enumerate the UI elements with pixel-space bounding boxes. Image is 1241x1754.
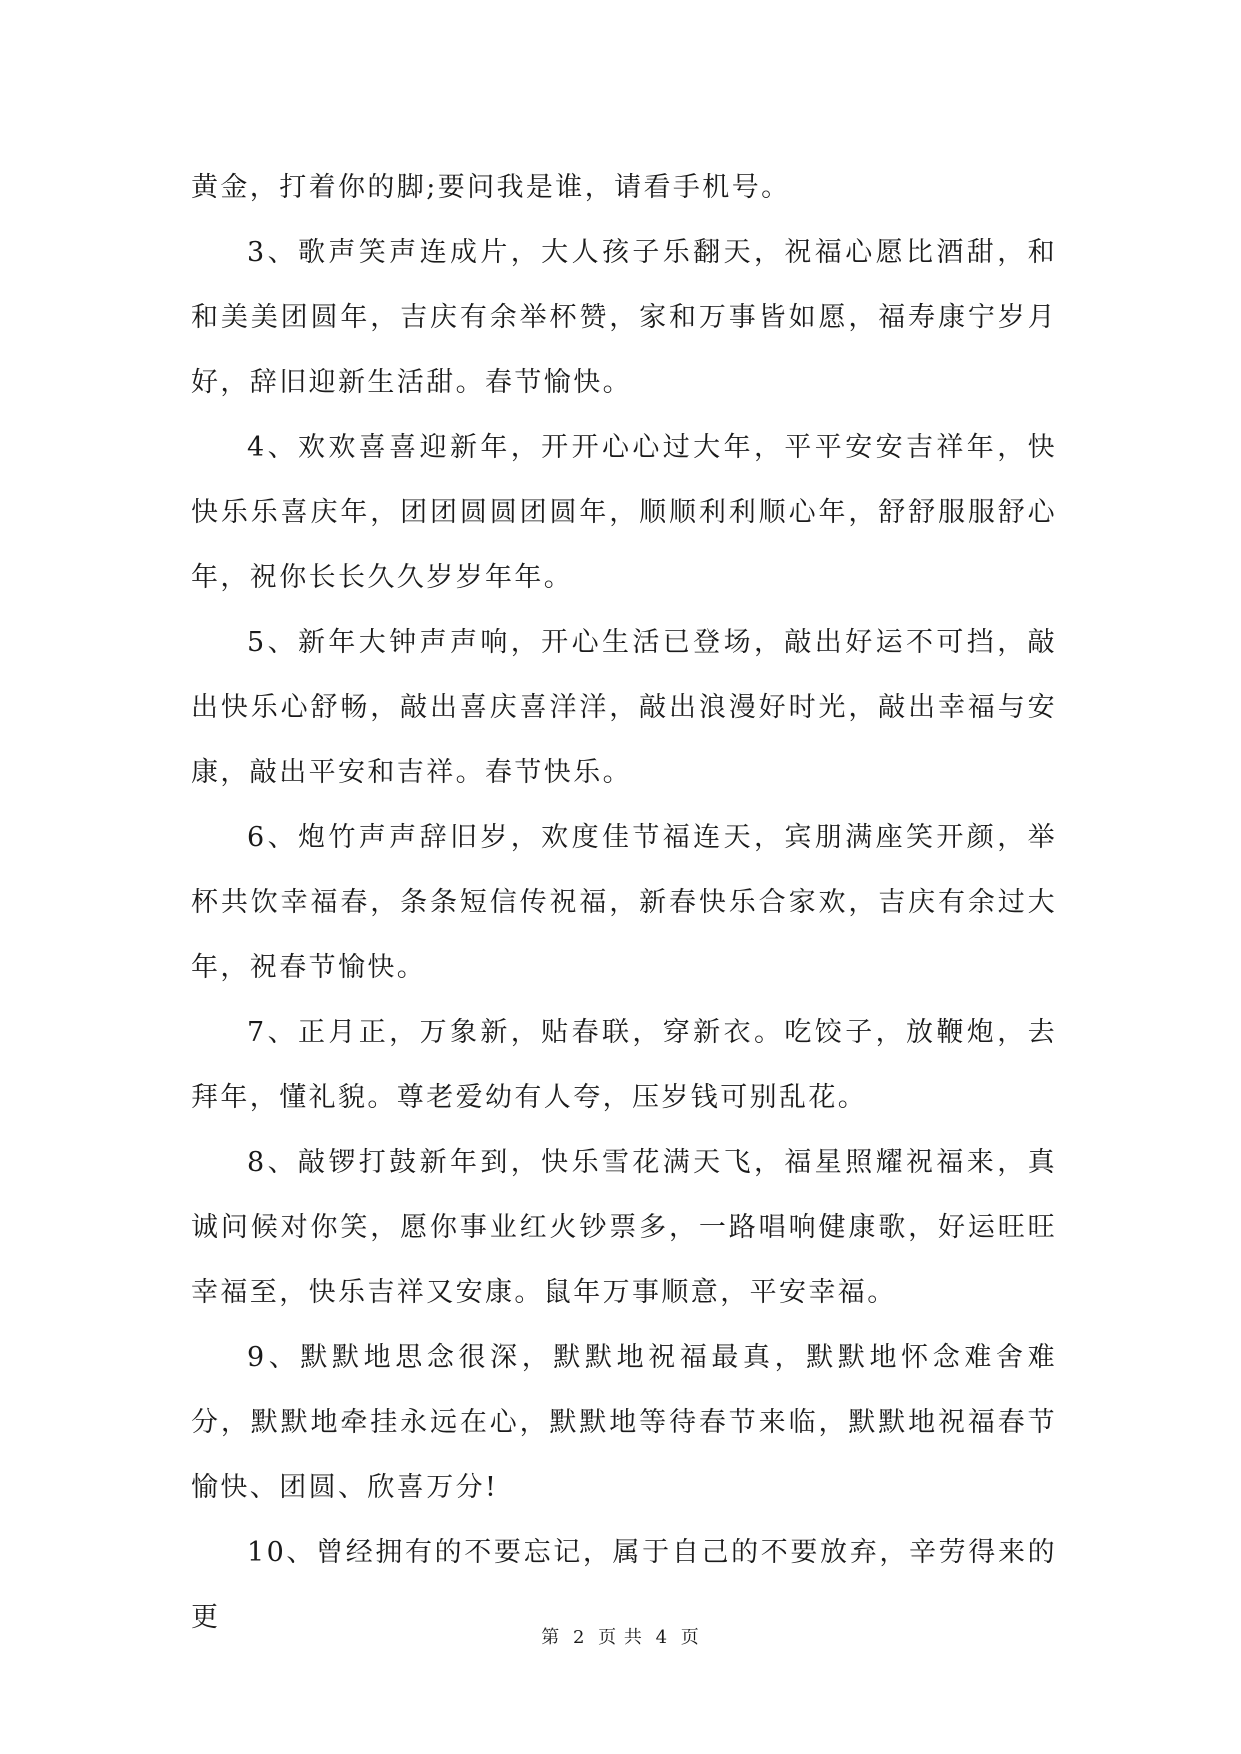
current-page-number: 2 <box>572 1627 586 1648</box>
paragraph-item-8: 8、敲锣打鼓新年到，快乐雪花满天飞，福星照耀祝福来，真诚问候对你笑，愿你事业红火钞票多，一路唱响健康歌，好运旺旺幸福至，快乐吉祥又安康。鼠年万事顺意，平安幸福。 <box>191 1147 1057 1308</box>
paragraph-item-4: 4、欢欢喜喜迎新年，开开心心过大年，平平安安吉祥年，快快乐乐喜庆年，团团圆圆团圆年，顺顺利利顺心年，舒舒服服舒心年，祝你长长久久岁岁年年。 <box>191 432 1057 593</box>
paragraph-continuation: 黄金，打着你的脚;要问我是谁，请看手机号。 <box>191 172 791 203</box>
total-page-count: 4 <box>655 1627 669 1648</box>
footer-suffix: 页 <box>680 1627 700 1648</box>
paragraph-item-5: 5、新年大钟声声响，开心生活已登场，敲出好运不可挡，敲出快乐心舒畅，敲出喜庆喜洋洋，敲出浪漫好时光，敲出幸福与安康，敲出平安和吉祥。春节快乐。 <box>191 627 1057 788</box>
document-body <box>191 155 1057 1650</box>
paragraph-item-6: 6、炮竹声声辞旧岁，欢度佳节福连天，宾朋满座笑开颜，举杯共饮幸福春，条条短信传祝福，新春快乐合家欢，吉庆有余过大年，祝春节愉快。 <box>191 822 1057 983</box>
paragraph-item-7: 7、正月正，万象新，贴春联，穿新衣。吃饺子，放鞭炮，去拜年，懂礼貌。尊老爱幼有人夸，压岁钱可别乱花。 <box>191 1017 1057 1113</box>
paragraph-item-10: 10、曾经拥有的不要忘记，属于自己的不要放弃，辛劳得来的更 <box>191 1537 1057 1633</box>
paragraph-item-9: 9、默默地思念很深，默默地祝福最真，默默地怀念难舍难分，默默地牵挂永远在心，默默地等待春节来临，默默地祝福春节愉快、团圆、欣喜万分! <box>191 1342 1057 1503</box>
footer-middle: 页 共 <box>598 1627 643 1648</box>
paragraph-item-3: 3、歌声笑声连成片，大人孩子乐翻天，祝福心愿比酒甜，和和美美团圆年，吉庆有余举杯赞，家和万事皆如愿，福寿康宁岁月好，辞旧迎新生活甜。春节愉快。 <box>191 237 1057 398</box>
footer-prefix: 第 <box>541 1627 561 1648</box>
page-footer <box>0 1623 1241 1649</box>
